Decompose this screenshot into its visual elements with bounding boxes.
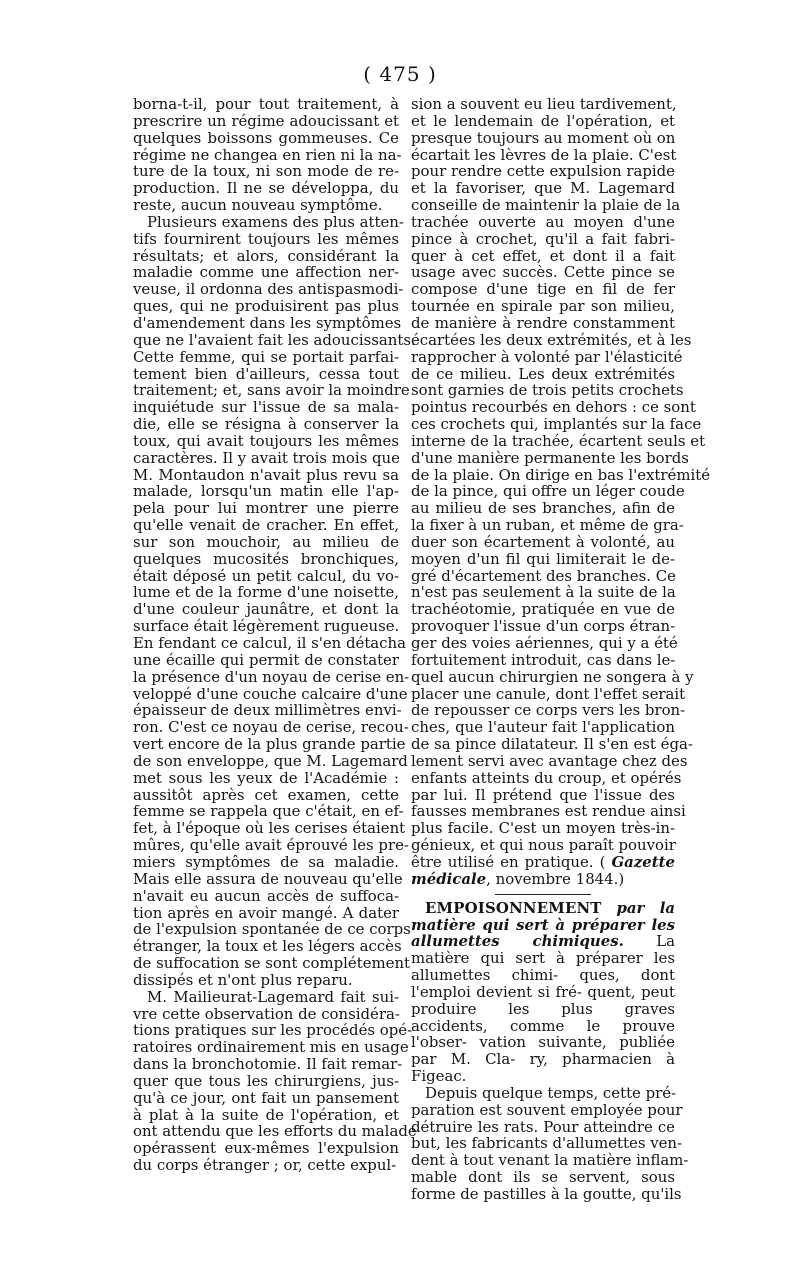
text-line: à plat à la suite de l'opération, et	[133, 1105, 399, 1124]
text-line: vre cette observation de considéra-	[133, 1004, 400, 1023]
text-line: lement servi avec avantage chez des	[411, 751, 688, 770]
left-column	[133, 95, 417, 1175]
text-fragment: La matière qui	[411, 932, 676, 968]
text-line: que ne l'avaient fait les adoucissants.	[133, 330, 416, 349]
text-line: détruire les rats. Pour atteindre ce	[411, 1117, 675, 1136]
citation-line	[411, 871, 675, 888]
text-line: aussitôt après cet examen, cette	[133, 785, 399, 804]
text-line: au milieu de ses branches, afin de	[411, 499, 675, 518]
text-line: génieux, et qui nous paraît pouvoir	[411, 836, 676, 855]
text-line: ger des voies aériennes, qui y a été	[411, 634, 678, 652]
text-line: n'avait eu aucun accès de suffoca-	[133, 886, 399, 905]
section-paragraph	[411, 900, 675, 1085]
text-line: ches, que l'auteur fait l'application	[411, 718, 675, 737]
text-line: die, elle se résigna à conserver la	[133, 415, 399, 434]
text-line: moyen d'un fil qui limiterait le de-	[411, 549, 675, 568]
text-line: placer une canule, dont l'effet serait	[411, 684, 686, 703]
paragraph	[133, 212, 416, 989]
text-line: quelques boissons gommeuses. Ce	[133, 128, 399, 147]
text-line: la présence d'un noyau de cerise en-	[133, 667, 410, 686]
text-line: Plusieurs examens des plus atten-	[147, 212, 404, 231]
text-line: caractères. Il y avait trois mois que	[133, 448, 400, 467]
text-line: dans la bronchotomie. Il fait remar-	[133, 1055, 403, 1074]
text-line: quelques mucosités bronchiques,	[133, 549, 399, 568]
text-line: étranger, la toux et les légers accès	[133, 937, 402, 956]
text-line: fausses membranes est rendue ainsi	[411, 802, 686, 821]
text-line: ron. C'est ce noyau de cerise, recou-	[133, 718, 409, 737]
text-line: quer que tous les chirurgiens, jus-	[133, 1071, 399, 1090]
text-line: d'amendement dans les symptômes	[133, 313, 402, 332]
paragraph	[133, 95, 402, 215]
citation-date: , novembre 1844.)	[486, 869, 625, 888]
text-line: lume et de la forme d'une noisette,	[133, 583, 399, 602]
text-line: de repousser ce corps vers les bron-	[411, 701, 686, 720]
text-line: inquiétude sur l'issue de sa mala-	[133, 398, 399, 417]
text-line: fortuitement introduit, cas dans le-	[411, 650, 676, 669]
text-line: de la plaie. On dirige en bas l'extrémité	[411, 465, 711, 484]
text-line: paration est souvent employée pour	[411, 1100, 683, 1119]
text-line: de ce milieu. Les deux extrémités	[411, 364, 675, 383]
text-line: une écaille qui permit de constater	[133, 650, 399, 669]
text-line: reste, aucun nouveau symptôme.	[133, 196, 383, 215]
text-line: par lui. Il prétend que l'issue des	[411, 785, 675, 804]
text-line: mable dont ils se servent, sous	[411, 1168, 675, 1187]
text-line: enfants atteints du croup, et opérés	[411, 768, 682, 787]
text-line: tournée en spirale par son milieu,	[411, 297, 675, 316]
text-fragment: accidents, comme le prouve l'obser-	[411, 1016, 675, 1052]
text-line: dent à tout venant la matière inflam-	[411, 1151, 689, 1170]
text-fragment: quent, peut produire les plus graves	[411, 982, 675, 1018]
text-line: fet, à l'époque où les cerises étaient	[133, 819, 406, 838]
section-subtitle: par la matière qui sert à préparer les allumettes chimiques.	[411, 898, 675, 951]
text-line: prescrire un régime adoucissant et	[133, 111, 399, 130]
text-line: ont attendu que les efforts du malade	[133, 1122, 417, 1141]
text-line: résultats; et alors, considérant la	[133, 246, 399, 265]
text-line: Mais elle assura de nouveau qu'elle	[133, 869, 403, 888]
text-line: En fendant ce calcul, il s'en détacha	[133, 634, 406, 652]
text-line: conseille de maintenir la plaie de la	[411, 196, 681, 215]
text-line: était déposé un petit calcul, du vo-	[133, 566, 399, 585]
text-line: gré d'écartement des branches. Ce	[411, 566, 676, 585]
text-line: miers symptômes de sa maladie.	[133, 852, 399, 871]
text-line: production. Il ne se développa, du	[133, 179, 399, 198]
text-line: trachéotomie, pratiquée en vue de	[411, 600, 675, 619]
right-paragraph-rats	[411, 1083, 689, 1203]
text-line: de sa pince dilatateur. Il s'en est éga-	[411, 735, 693, 754]
right-column	[411, 95, 711, 1203]
text-line: compose d'une tige en fil de fer	[411, 280, 675, 299]
text-line: usage avec succès. Cette pince se	[411, 263, 675, 282]
text-line: rapprocher à volonté par l'élasticité	[411, 347, 683, 366]
text-line: de manière à rendre constamment	[411, 313, 675, 332]
text-line: quel aucun chirurgien ne songera à y	[411, 667, 694, 686]
text-line: presque toujours au moment où on	[411, 128, 676, 147]
text-line: écartait les lèvres de la plaie. C'est	[411, 145, 677, 164]
text-line: pointus recourbés en dehors : ce sont	[411, 398, 696, 417]
text-fragment: sert à préparer les allumettes chimi-	[411, 949, 675, 985]
text-line: maladie comme une affection ner-	[133, 263, 399, 282]
text-line: d'une couleur jaunâtre, et dont la	[133, 600, 399, 619]
text-line: opérassent eux-mêmes l'expulsion	[133, 1139, 399, 1158]
page-number: ( 475 )	[363, 62, 437, 86]
text-line: ratoires ordinairement mis en usage	[133, 1038, 409, 1057]
text-line: qu'elle venait de cracher. En effet,	[133, 516, 399, 535]
text-line: de suffocation se sont complétement	[133, 954, 411, 973]
text-line: tions pratiques sur les procédés opé-	[133, 1021, 413, 1040]
text-line: épaisseur de deux millimètres envi-	[133, 701, 402, 720]
text-line: traitement; et, sans avoir la moindre	[133, 381, 410, 400]
text-line: Depuis quelque temps, cette pré-	[425, 1083, 677, 1102]
citation-source: Gazette	[611, 852, 675, 871]
text-line: plus facile. C'est un moyen très-in-	[411, 819, 675, 838]
text-line: ture de la toux, ni son mode de re-	[133, 162, 399, 181]
text-line: M. Mailieurat-Lagemard fait sui-	[147, 987, 399, 1006]
text-line: qu'à ce jour, ont fait un pansement	[133, 1088, 399, 1107]
text-line: sion a souvent eu lieu tardivement,	[411, 95, 677, 113]
text-line: dissipés et n'ont plus reparu.	[133, 970, 353, 989]
text-line: tifs fournirent toujours les mêmes	[133, 229, 399, 248]
text-line: veuse, il ordonna des antispasmodi-	[133, 280, 404, 299]
text-line: met sous les yeux de l'Académie :	[133, 768, 399, 787]
section-heading: EMPOISONNEMENT	[425, 898, 602, 917]
text-line: ces crochets qui, implantés sur la face	[411, 415, 702, 434]
text-line: trachée ouverte au moyen d'une	[411, 212, 675, 231]
text-fragment: vation suivante, publiée par M. Cla-	[411, 1033, 675, 1069]
text-line: ques, qui ne produisirent pas plus	[133, 297, 399, 316]
text-line: M. Montaudon n'avait plus revu sa	[133, 465, 399, 484]
text-line: surface était légèrement rugueuse.	[133, 617, 400, 636]
poisoning-section	[411, 900, 675, 1085]
text-line: veloppé d'une couche calcaire d'une	[133, 684, 408, 703]
right-paragraph-continuation	[411, 95, 711, 888]
citation-source-cont: médicale	[411, 869, 487, 888]
text-line: écartées les deux extrémités, et à les	[411, 330, 692, 349]
text-line: pour rendre cette expulsion rapide	[411, 162, 675, 181]
paragraph	[133, 987, 417, 1175]
text-line: de la pince, qui offre un léger coude	[411, 482, 685, 501]
section-divider	[495, 894, 591, 895]
text-line	[411, 854, 675, 871]
text-line: de son enveloppe, que M. Lagemard	[133, 751, 408, 770]
text-line: duer son écartement à volonté, au	[411, 532, 675, 551]
text-fragment: ry, pharmacien à Figeac.	[411, 1050, 675, 1086]
text-line: et la favoriser, que M. Lagemard	[411, 179, 675, 198]
text-line: quer à cet effet, et dont il a fait	[411, 246, 675, 265]
text-line: vert encore de la plus grande partie	[133, 735, 406, 754]
text-line: femme se rappela que c'était, en ef-	[133, 802, 404, 821]
text-line: d'une manière permanente les bords	[411, 448, 689, 467]
text-line: forme de pastilles à la goutte, qu'ils	[411, 1185, 682, 1203]
text-fragment: être utilisé en pratique. (	[411, 852, 612, 871]
text-line: provoquer l'issue d'un corps étran-	[411, 617, 676, 636]
text-line: interne de la trachée, écartent seuls et	[411, 431, 706, 450]
text-line: et le lendemain de l'opération, et	[411, 111, 675, 130]
text-line: toux, qui avait toujours les mêmes	[133, 431, 399, 450]
text-line: mûres, qu'elle avait éprouvé les pre-	[133, 836, 409, 855]
text-line: sont garnies de trois petits crochets	[411, 381, 684, 400]
text-line: pince à crochet, qu'il a fait fabri-	[411, 229, 675, 248]
text-line: Cette femme, qui se portait parfai-	[133, 347, 399, 366]
text-line: pela pour lui montrer une pierre	[133, 499, 399, 518]
text-fragment: ques, dont l'emploi devient si fré-	[411, 966, 675, 1001]
text-line: de l'expulsion spontanée de ce corps	[133, 920, 411, 939]
text-line: but, les fabricants d'allumettes ven-	[411, 1134, 683, 1153]
text-line: la fixer à un ruban, et même de gra-	[411, 516, 684, 535]
text-line: du corps étranger ; or, cette expul-	[133, 1156, 397, 1175]
text-line: tement bien d'ailleurs, cessa tout	[133, 364, 399, 383]
text-line: malade, lorsqu'un matin elle l'ap-	[133, 482, 399, 501]
text-line: régime ne changea en rien ni la na-	[133, 145, 402, 164]
text-line: borna-t-il, pour tout traitement, à	[133, 95, 399, 113]
text-line: tion après en avoir mangé. A dater	[133, 903, 399, 922]
text-line: n'est pas seulement à la suite de la	[411, 583, 676, 602]
text-line: sur son mouchoir, au milieu de	[133, 532, 399, 551]
